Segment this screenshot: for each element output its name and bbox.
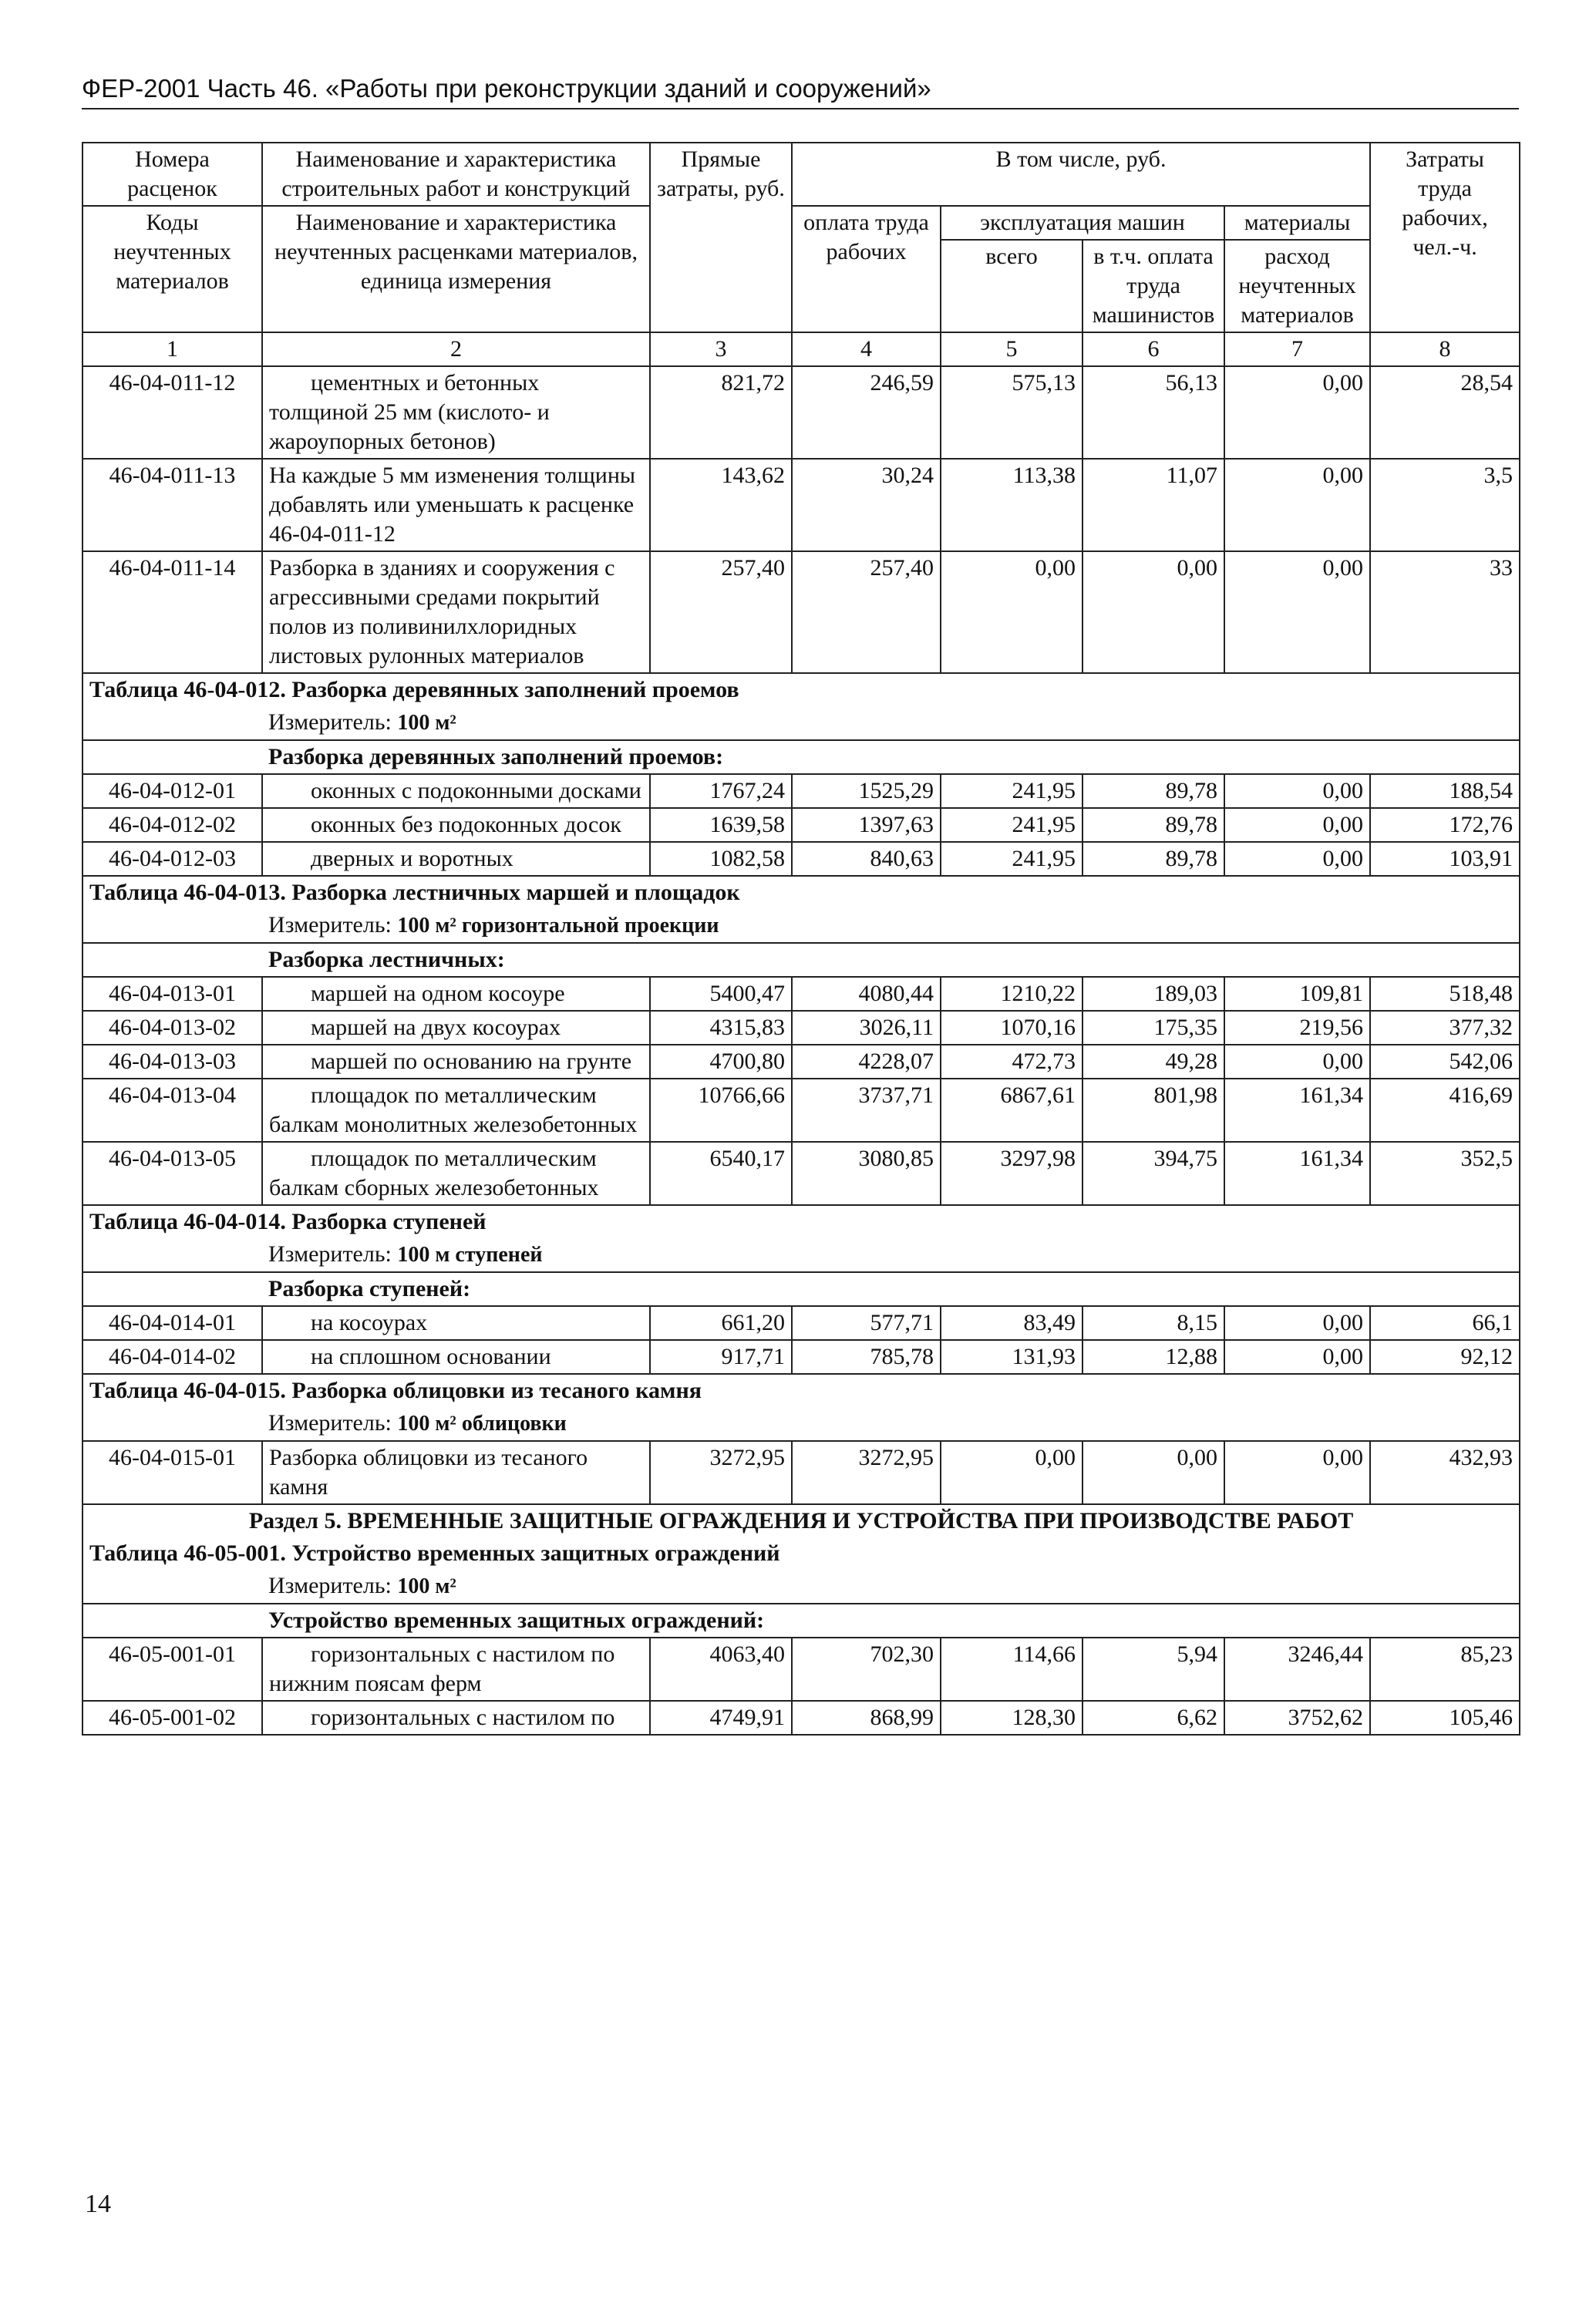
table-title-row <box>82 1205 1520 1238</box>
subheading-row <box>82 1604 1520 1638</box>
worker-wages: 702,30 <box>792 1638 941 1701</box>
measure-row <box>82 909 1520 943</box>
subheading-row <box>82 943 1520 977</box>
direct-costs: 3272,95 <box>650 1441 792 1504</box>
operator-wages: 49,28 <box>1083 1045 1224 1079</box>
subheading-spacer <box>82 1604 262 1638</box>
table-row <box>82 366 1520 459</box>
column-index: 3 <box>650 332 792 366</box>
rate-description: оконных без подоконных досок <box>262 808 650 842</box>
col-machines-header: эксплуатация машин <box>941 206 1224 240</box>
subheading: Разборка деревянных заполнений проемов: <box>262 740 1520 774</box>
table-row <box>82 1340 1520 1374</box>
document-header: ФЕР-2001 Часть 46. «Работы при реконструкции зданий и сооружений» <box>82 74 1519 109</box>
worker-wages: 785,78 <box>792 1340 941 1374</box>
table-row <box>82 1045 1520 1079</box>
rate-code: 46-04-011-13 <box>82 459 262 551</box>
rate-code: 46-04-011-12 <box>82 366 262 459</box>
materials-consumption: 0,00 <box>1224 551 1370 673</box>
measure-spacer <box>82 1238 262 1272</box>
table-title: Таблица 46-05-001. Устройство временных защитных ограждений <box>82 1537 1520 1570</box>
measure-value: 100 м² <box>397 1574 456 1598</box>
subheading-spacer <box>82 943 262 977</box>
rate-description: На каждые 5 мм изменения толщины добавлять или уменьшать к расценке 46-04-011-12 <box>262 459 650 551</box>
table-row <box>82 1638 1520 1701</box>
col-direct-costs-header: Прямые затраты, руб. <box>650 143 792 332</box>
worker-wages: 1525,29 <box>792 774 941 808</box>
operator-wages: 175,35 <box>1083 1011 1224 1045</box>
worker-wages: 3737,71 <box>792 1079 941 1142</box>
column-index: 6 <box>1083 332 1224 366</box>
measure-row <box>82 1407 1520 1441</box>
table-title: Таблица 46-04-014. Разборка ступеней <box>82 1205 1520 1238</box>
operator-wages: 8,15 <box>1083 1306 1224 1340</box>
subheading: Устройство временных защитных ограждений: <box>262 1604 1520 1638</box>
table-row <box>82 1701 1520 1735</box>
materials-consumption: 161,34 <box>1224 1079 1370 1142</box>
table-title: Таблица 46-04-015. Разборка облицовки из тесаного камня <box>82 1374 1520 1407</box>
measure-cell <box>262 909 1520 943</box>
table-row <box>82 1011 1520 1045</box>
rate-code: 46-05-001-02 <box>82 1701 262 1735</box>
machines-total: 113,38 <box>941 459 1083 551</box>
table-title: Таблица 46-04-012. Разборка деревянных заполнений проемов <box>82 673 1520 706</box>
table-row <box>82 842 1520 876</box>
machines-total: 128,30 <box>941 1701 1083 1735</box>
rate-code: 46-04-011-14 <box>82 551 262 673</box>
operator-wages: 89,78 <box>1083 774 1224 808</box>
rate-code: 46-04-013-02 <box>82 1011 262 1045</box>
table-row <box>82 1441 1520 1504</box>
rate-code: 46-04-013-03 <box>82 1045 262 1079</box>
worker-wages: 1397,63 <box>792 808 941 842</box>
labor-hours: 92,12 <box>1370 1340 1520 1374</box>
worker-wages: 3272,95 <box>792 1441 941 1504</box>
direct-costs: 257,40 <box>650 551 792 673</box>
worker-wages: 246,59 <box>792 366 941 459</box>
rate-description: цементных и бетонных толщиной 25 мм (кислото- и жароупорных бетонов) <box>262 366 650 459</box>
labor-hours: 188,54 <box>1370 774 1520 808</box>
column-index: 5 <box>941 332 1083 366</box>
table-body <box>82 143 1520 1735</box>
col-material-name-header: Наименование и характеристика неучтенных расценками материалов, единица измерения <box>262 206 650 332</box>
rate-code: 46-04-012-02 <box>82 808 262 842</box>
worker-wages: 840,63 <box>792 842 941 876</box>
operator-wages: 11,07 <box>1083 459 1224 551</box>
column-index: 4 <box>792 332 941 366</box>
measure-cell <box>262 1407 1520 1441</box>
measure-label: Измеритель: <box>268 1410 392 1436</box>
rate-code: 46-05-001-01 <box>82 1638 262 1701</box>
labor-hours: 542,06 <box>1370 1045 1520 1079</box>
materials-consumption: 0,00 <box>1224 1045 1370 1079</box>
direct-costs: 5400,47 <box>650 977 792 1011</box>
header-row-1 <box>82 143 1520 206</box>
col-name-header: Наименование и характеристика строительных работ и конструкций <box>262 143 650 206</box>
table-row <box>82 808 1520 842</box>
materials-consumption: 0,00 <box>1224 1306 1370 1340</box>
measure-value: 100 м ступеней <box>397 1243 543 1267</box>
materials-consumption: 0,00 <box>1224 459 1370 551</box>
materials-consumption: 161,34 <box>1224 1142 1370 1205</box>
machines-total: 3297,98 <box>941 1142 1083 1205</box>
worker-wages: 868,99 <box>792 1701 941 1735</box>
col-group-header: В том числе, руб. <box>792 143 1370 206</box>
machines-total: 472,73 <box>941 1045 1083 1079</box>
rate-description: маршей на двух косоурах <box>262 1011 650 1045</box>
operator-wages: 89,78 <box>1083 842 1224 876</box>
subheading-spacer <box>82 1272 262 1306</box>
rate-description: Разборка облицовки из тесаного камня <box>262 1441 650 1504</box>
table-row <box>82 1142 1520 1205</box>
table-title-row <box>82 876 1520 909</box>
labor-hours: 66,1 <box>1370 1306 1520 1340</box>
rates-table <box>82 142 1520 1736</box>
direct-costs: 1082,58 <box>650 842 792 876</box>
col-material-codes-header: Коды неучтенных материалов <box>82 206 262 332</box>
labor-hours: 33 <box>1370 551 1520 673</box>
operator-wages: 801,98 <box>1083 1079 1224 1142</box>
table-title: Таблица 46-04-013. Разборка лестничных маршей и площадок <box>82 876 1520 909</box>
materials-consumption: 0,00 <box>1224 366 1370 459</box>
operator-wages: 56,13 <box>1083 366 1224 459</box>
measure-label: Измеритель: <box>268 1573 392 1598</box>
table-row <box>82 551 1520 673</box>
operator-wages: 0,00 <box>1083 551 1224 673</box>
machines-total: 1070,16 <box>941 1011 1083 1045</box>
direct-costs: 4063,40 <box>650 1638 792 1701</box>
materials-consumption: 3752,62 <box>1224 1701 1370 1735</box>
measure-label: Измеритель: <box>268 709 392 735</box>
section-heading: Раздел 5. ВРЕМЕННЫЕ ЗАЩИТНЫЕ ОГРАЖДЕНИЯ И УСТРОЙСТВА ПРИ ПРОИЗВОДСТВЕ РАБОТ <box>248 1508 1354 1534</box>
subheading: Разборка ступеней: <box>262 1272 1520 1306</box>
direct-costs: 821,72 <box>650 366 792 459</box>
rate-description: маршей на одном косоуре <box>262 977 650 1011</box>
measure-cell <box>262 1570 1520 1604</box>
labor-hours: 172,76 <box>1370 808 1520 842</box>
materials-consumption: 0,00 <box>1224 774 1370 808</box>
labor-hours: 416,69 <box>1370 1079 1520 1142</box>
labor-hours: 105,46 <box>1370 1701 1520 1735</box>
table-row <box>82 977 1520 1011</box>
col-materials-header: материалы <box>1224 206 1370 240</box>
worker-wages: 3026,11 <box>792 1011 941 1045</box>
machines-total: 575,13 <box>941 366 1083 459</box>
rate-description: дверных и воротных <box>262 842 650 876</box>
worker-wages: 4228,07 <box>792 1045 941 1079</box>
col-codes-header: Номера расценок <box>82 143 262 206</box>
col-labor-header: Затраты труда рабочих, чел.-ч. <box>1370 143 1520 332</box>
labor-hours: 518,48 <box>1370 977 1520 1011</box>
rate-code: 46-04-012-01 <box>82 774 262 808</box>
section-heading-row <box>82 1504 1520 1537</box>
measure-value: 100 м² облицовки <box>397 1412 567 1436</box>
direct-costs: 917,71 <box>650 1340 792 1374</box>
direct-costs: 10766,66 <box>650 1079 792 1142</box>
column-index-row <box>82 332 1520 366</box>
subheading: Разборка лестничных: <box>262 943 1520 977</box>
machines-total: 6867,61 <box>941 1079 1083 1142</box>
measure-spacer <box>82 1407 262 1441</box>
measure-value: 100 м² горизонтальной проекции <box>397 914 719 938</box>
rate-description: горизонтальных с настилом по нижним поясам ферм <box>262 1638 650 1701</box>
table-row <box>82 1306 1520 1340</box>
subheading-spacer <box>82 740 262 774</box>
measure-spacer <box>82 909 262 943</box>
table-title-row <box>82 1537 1520 1570</box>
operator-wages: 6,62 <box>1083 1701 1224 1735</box>
measure-label: Измеритель: <box>268 912 392 938</box>
col-machines-total-header: всего <box>941 240 1083 332</box>
table-title-row <box>82 673 1520 706</box>
col-operator-wages-header: в т.ч. оплата труда машинистов <box>1083 240 1224 332</box>
machines-total: 1210,22 <box>941 977 1083 1011</box>
machines-total: 0,00 <box>941 1441 1083 1504</box>
labor-hours: 103,91 <box>1370 842 1520 876</box>
worker-wages: 30,24 <box>792 459 941 551</box>
operator-wages: 189,03 <box>1083 977 1224 1011</box>
col-materials-consumption-header: расход неучтенных материалов <box>1224 240 1370 332</box>
operator-wages: 5,94 <box>1083 1638 1224 1701</box>
rate-description: на сплошном основании <box>262 1340 650 1374</box>
measure-row <box>82 1570 1520 1604</box>
table-row <box>82 774 1520 808</box>
measure-spacer <box>82 706 262 740</box>
subheading-row <box>82 1272 1520 1306</box>
rate-code: 46-04-013-01 <box>82 977 262 1011</box>
header-row-2 <box>82 206 1520 240</box>
rate-description: оконных с подоконными досками <box>262 774 650 808</box>
worker-wages: 3080,85 <box>792 1142 941 1205</box>
measure-cell <box>262 1238 1520 1272</box>
operator-wages: 394,75 <box>1083 1142 1224 1205</box>
direct-costs: 1639,58 <box>650 808 792 842</box>
col-wages-header: оплата труда рабочих <box>792 206 941 332</box>
direct-costs: 6540,17 <box>650 1142 792 1205</box>
operator-wages: 89,78 <box>1083 808 1224 842</box>
rate-description: горизонтальных с настилом по <box>262 1701 650 1735</box>
machines-total: 241,95 <box>941 774 1083 808</box>
materials-consumption: 0,00 <box>1224 842 1370 876</box>
table-row <box>82 1079 1520 1142</box>
direct-costs: 4315,83 <box>650 1011 792 1045</box>
measure-value: 100 м² <box>397 711 456 735</box>
machines-total: 131,93 <box>941 1340 1083 1374</box>
measure-row <box>82 1238 1520 1272</box>
direct-costs: 1767,24 <box>650 774 792 808</box>
machines-total: 114,66 <box>941 1638 1083 1701</box>
direct-costs: 661,20 <box>650 1306 792 1340</box>
column-index: 7 <box>1224 332 1370 366</box>
rate-code: 46-04-013-05 <box>82 1142 262 1205</box>
worker-wages: 4080,44 <box>792 977 941 1011</box>
rate-code: 46-04-014-01 <box>82 1306 262 1340</box>
measure-row <box>82 706 1520 740</box>
direct-costs: 143,62 <box>650 459 792 551</box>
table-row <box>82 459 1520 551</box>
operator-wages: 0,00 <box>1083 1441 1224 1504</box>
machines-total: 241,95 <box>941 808 1083 842</box>
materials-consumption: 3246,44 <box>1224 1638 1370 1701</box>
labor-hours: 85,23 <box>1370 1638 1520 1701</box>
worker-wages: 257,40 <box>792 551 941 673</box>
rate-description: на косоурах <box>262 1306 650 1340</box>
rate-code: 46-04-015-01 <box>82 1441 262 1504</box>
labor-hours: 352,5 <box>1370 1142 1520 1205</box>
rate-code: 46-04-013-04 <box>82 1079 262 1142</box>
table-title-row <box>82 1374 1520 1407</box>
materials-consumption: 0,00 <box>1224 1340 1370 1374</box>
direct-costs: 4700,80 <box>650 1045 792 1079</box>
machines-total: 83,49 <box>941 1306 1083 1340</box>
worker-wages: 577,71 <box>792 1306 941 1340</box>
column-index: 1 <box>82 332 262 366</box>
materials-consumption: 0,00 <box>1224 808 1370 842</box>
column-index: 2 <box>262 332 650 366</box>
labor-hours: 3,5 <box>1370 459 1520 551</box>
measure-cell <box>262 706 1520 740</box>
measure-spacer <box>82 1570 262 1604</box>
subheading-row <box>82 740 1520 774</box>
page-number: 14 <box>85 2190 111 2218</box>
labor-hours: 377,32 <box>1370 1011 1520 1045</box>
machines-total: 0,00 <box>941 551 1083 673</box>
rate-code: 46-04-014-02 <box>82 1340 262 1374</box>
labor-hours: 432,93 <box>1370 1441 1520 1504</box>
rate-code: 46-04-012-03 <box>82 842 262 876</box>
rate-description: площадок по металлическим балкам сборных железобетонных <box>262 1142 650 1205</box>
direct-costs: 4749,91 <box>650 1701 792 1735</box>
rate-description: маршей по основанию на грунте <box>262 1045 650 1079</box>
materials-consumption: 0,00 <box>1224 1441 1370 1504</box>
rate-description: Разборка в зданиях и сооружения с агрессивными средами покрытий полов из поливинилхлоридных листовых рулонных материалов <box>262 551 650 673</box>
materials-consumption: 219,56 <box>1224 1011 1370 1045</box>
rate-description: площадок по металлическим балкам монолитных железобетонных <box>262 1079 650 1142</box>
operator-wages: 12,88 <box>1083 1340 1224 1374</box>
materials-consumption: 109,81 <box>1224 977 1370 1011</box>
labor-hours: 28,54 <box>1370 366 1520 459</box>
measure-label: Измеритель: <box>268 1241 392 1267</box>
column-index: 8 <box>1370 332 1520 366</box>
machines-total: 241,95 <box>941 842 1083 876</box>
